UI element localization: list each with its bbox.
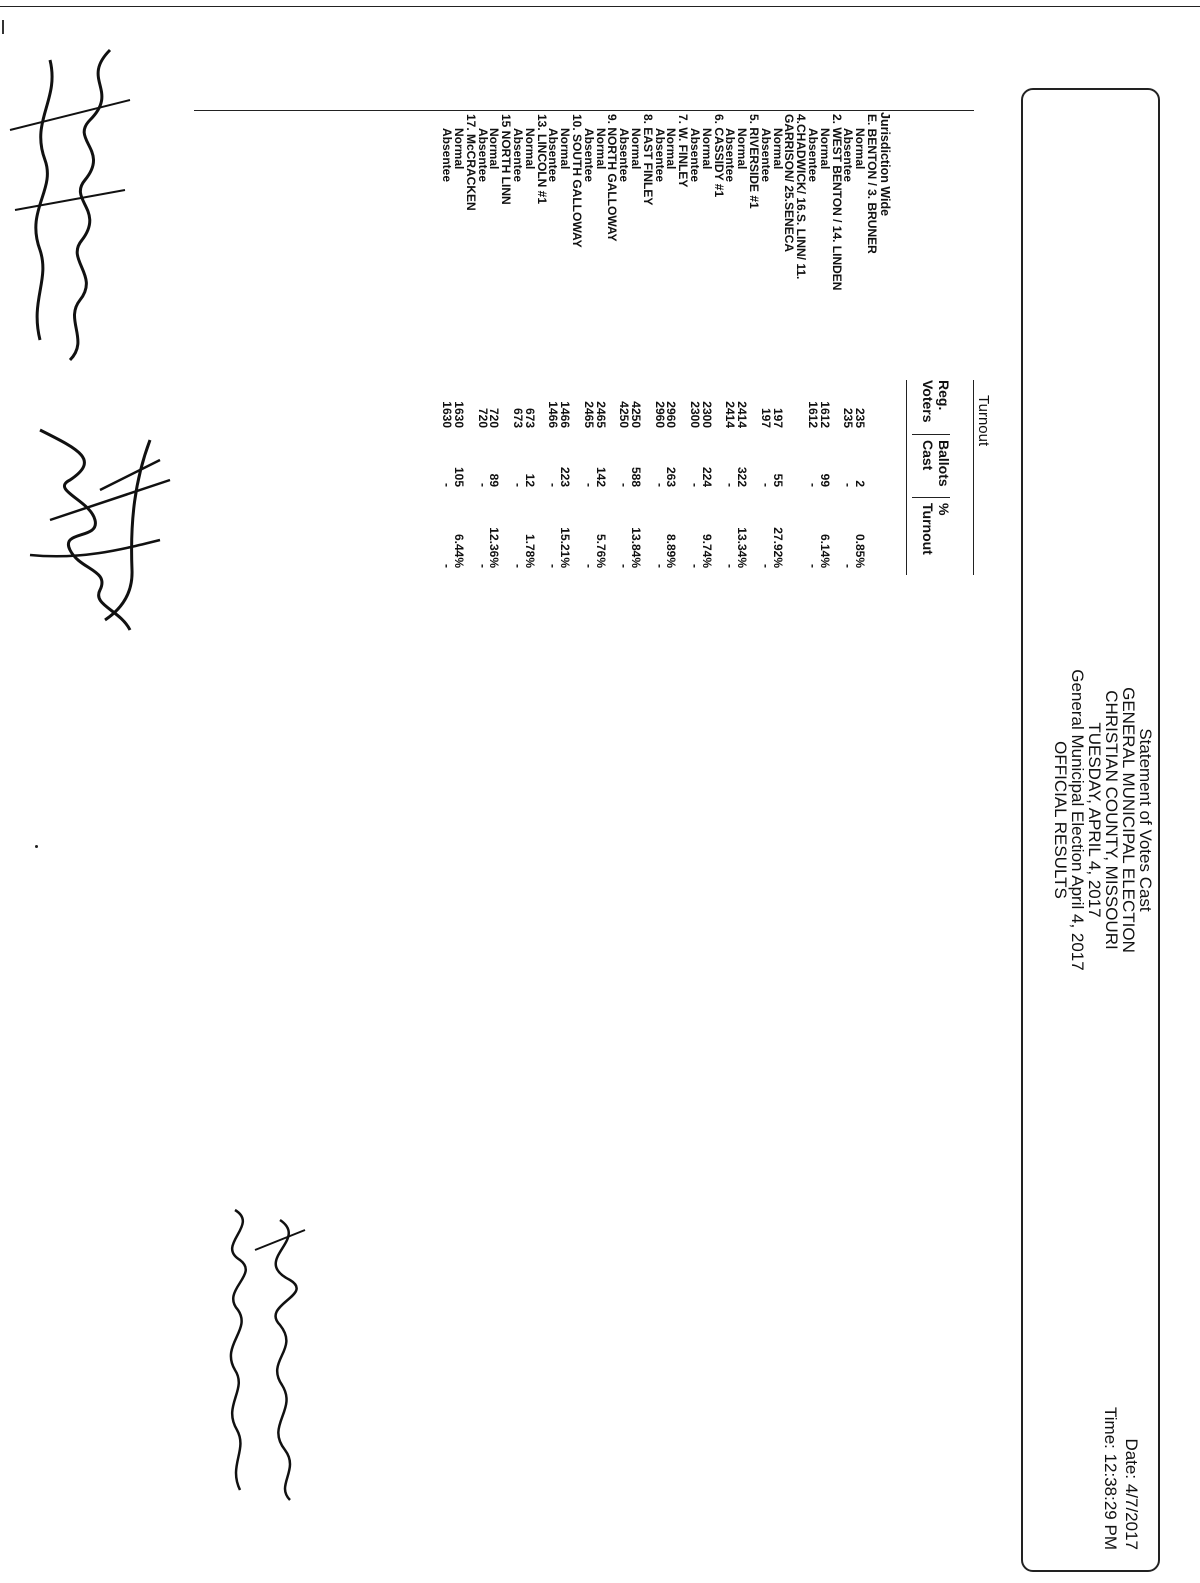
table-top-rule <box>973 380 974 575</box>
row-label: Normal <box>853 128 868 170</box>
cell-reg-voters: 235 <box>841 407 856 428</box>
cell-turnout-pct: 9.74% <box>699 533 714 568</box>
cell-reg-voters: 197 <box>770 407 785 428</box>
row-label: Normal <box>487 128 502 170</box>
cell-reg-voters: 235 <box>853 407 868 428</box>
cell-turnout-pct: 8.89% <box>664 533 679 568</box>
cell-ballots-cast: 12 <box>522 473 537 487</box>
cell-turnout-pct: - <box>511 564 525 568</box>
results-status: OFFICIAL RESULTS <box>1051 741 1070 899</box>
cell-reg-voters: 4250 <box>629 401 643 428</box>
table-row <box>772 0 784 600</box>
cell-ballots-cast: - <box>652 483 667 487</box>
row-label: 6. CASSIDY #1 <box>711 114 726 198</box>
table-row <box>583 0 595 600</box>
election-subtitle: General Municipal Election April 4, 2017 <box>1068 669 1087 971</box>
cell-reg-voters: 1630 <box>440 401 455 428</box>
row-label: 2. WEST BENTON / 14. LINDEN <box>829 114 844 291</box>
table-row <box>713 0 725 600</box>
row-label: Normal <box>629 128 643 170</box>
table-row <box>512 0 524 600</box>
cell-reg-voters: 2465 <box>593 401 608 428</box>
table-row <box>689 0 701 600</box>
cell-ballots-cast: 2 <box>853 480 868 487</box>
row-label: E. BENTON / 3. BRUNER <box>865 114 879 254</box>
table-row <box>748 0 760 600</box>
table-row <box>465 0 477 600</box>
row-label: 9. NORTH GALLOWAY <box>605 114 620 242</box>
report-title: Statement of Votes Cast <box>1136 728 1155 912</box>
row-label: 15 NORTH LINN <box>499 114 514 205</box>
table-row <box>701 0 713 600</box>
row-label: Absentee <box>546 128 561 183</box>
table-row <box>866 0 878 600</box>
row-label: Normal <box>522 128 537 170</box>
table-row <box>854 0 866 600</box>
row-label: Absentee <box>841 128 856 183</box>
row-label: Absentee <box>806 128 820 183</box>
cell-turnout-pct: - <box>475 564 490 568</box>
cell-ballots-cast: - <box>475 483 490 487</box>
cell-ballots-cast: 105 <box>452 466 466 487</box>
row-label: 7. W. FINLEY <box>676 114 691 188</box>
cell-ballots-cast: - <box>723 483 738 487</box>
cell-turnout-pct: - <box>723 564 738 568</box>
table-row <box>488 0 500 600</box>
column-header-turnout-pct: % Turnout <box>920 503 952 555</box>
cell-ballots-cast: 89 <box>487 473 502 487</box>
cell-reg-voters: 2414 <box>723 401 738 428</box>
table-row <box>724 0 736 600</box>
row-label: Normal <box>699 128 714 170</box>
cell-reg-voters: 720 <box>487 407 502 428</box>
row-label: Absentee <box>652 128 667 183</box>
row-label: Normal <box>452 128 466 170</box>
table-row <box>571 0 583 600</box>
cell-ballots-cast: - <box>841 483 856 487</box>
row-label: 17. McCRACKEN <box>463 114 478 211</box>
row-label: Normal <box>558 128 573 170</box>
signature-bottom <box>0 40 140 370</box>
table-row <box>642 0 654 600</box>
cell-ballots-cast: 224 <box>699 466 714 487</box>
cell-ballots-cast: - <box>546 483 561 487</box>
column-header-ballots-cast: Ballots Cast <box>920 440 952 487</box>
election-name: GENERAL MUNICIPAL ELECTION <box>1119 687 1138 953</box>
report-header <box>1052 540 1154 1100</box>
cell-ballots-cast: - <box>688 483 702 487</box>
row-label: Absentee <box>475 128 490 183</box>
column-header-reg-voters: Reg. Voters <box>920 380 952 423</box>
cell-ballots-cast: 588 <box>629 466 643 487</box>
table-row <box>595 0 607 600</box>
table-row <box>677 0 689 600</box>
cell-reg-voters: 197 <box>758 407 773 428</box>
row-label: Normal <box>593 128 608 170</box>
cell-turnout-pct: 15.21% <box>558 527 573 568</box>
cell-turnout-pct: 12.36% <box>487 527 502 568</box>
column-separator <box>912 497 950 498</box>
cell-reg-voters: 1612 <box>817 401 832 428</box>
table-row <box>524 0 536 600</box>
row-label: Normal <box>770 128 785 170</box>
cell-ballots-cast: 322 <box>735 466 750 487</box>
cell-ballots-cast: - <box>440 483 455 487</box>
cell-reg-voters: 2960 <box>652 401 667 428</box>
table-row <box>477 0 489 600</box>
cell-turnout-pct: - <box>758 564 773 568</box>
cell-reg-voters: 2300 <box>688 401 702 428</box>
cell-ballots-cast: - <box>617 483 632 487</box>
row-label: Absentee <box>723 128 738 183</box>
table-row <box>500 0 512 600</box>
cell-reg-voters: 4250 <box>617 401 632 428</box>
cell-turnout-pct: - <box>652 564 667 568</box>
row-label: Normal <box>664 128 679 170</box>
cell-ballots-cast: - <box>806 483 820 487</box>
table-row <box>807 0 819 600</box>
cell-ballots-cast: 223 <box>558 466 573 487</box>
cell-reg-voters: 2465 <box>581 401 596 428</box>
row-label: 4.CHADWICK/ 16.S. LINN/ 11. <box>794 114 809 280</box>
cell-reg-voters: 720 <box>475 407 490 428</box>
cell-turnout-pct: 6.14% <box>817 533 832 568</box>
cell-reg-voters: 1466 <box>558 401 573 428</box>
cell-turnout-pct: 6.44% <box>452 533 466 568</box>
row-label: 13. LINCOLN #1 <box>534 114 549 205</box>
cell-turnout-pct: - <box>546 564 561 568</box>
row-label: GARRISON/ 25.SENECA <box>782 114 797 253</box>
cell-reg-voters: 1630 <box>452 401 466 428</box>
cell-reg-voters: 673 <box>522 407 537 428</box>
table-header-rule <box>906 380 907 575</box>
column-separator <box>912 434 950 435</box>
table-row <box>547 0 559 600</box>
cell-reg-voters: 2414 <box>735 401 750 428</box>
table-row <box>536 0 548 600</box>
cell-reg-voters: 1612 <box>806 401 820 428</box>
row-label: 10. SOUTH GALLOWAY <box>570 114 584 248</box>
signature-left <box>10 420 190 650</box>
cell-reg-voters: 2960 <box>664 401 679 428</box>
cell-turnout-pct: - <box>440 564 455 568</box>
table-row <box>795 0 807 600</box>
row-label: Absentee <box>688 128 702 183</box>
county-name: CHRISTIAN COUNTY, MISSOURI <box>1102 690 1121 950</box>
scan-speck <box>35 845 38 848</box>
table-row <box>783 0 795 600</box>
signature-right-bottom <box>200 1200 270 1500</box>
table-row <box>831 0 843 600</box>
cell-ballots-cast: - <box>758 483 773 487</box>
cell-reg-voters: 2300 <box>699 401 714 428</box>
election-date: TUESDAY, APRIL 4, 2017 <box>1085 722 1104 918</box>
cell-reg-voters: 1466 <box>546 401 561 428</box>
cell-ballots-cast: - <box>581 483 596 487</box>
section-title-turnout: Turnout <box>975 395 992 447</box>
cell-ballots-cast: 142 <box>593 466 608 487</box>
cell-ballots-cast: 99 <box>817 473 832 487</box>
row-label: 8. EAST FINLEY <box>640 114 655 206</box>
table-row <box>606 0 618 600</box>
table-row <box>760 0 772 600</box>
cell-turnout-pct: - <box>581 564 596 568</box>
row-label: Absentee <box>440 128 455 183</box>
cell-turnout-pct: 0.85% <box>853 533 868 568</box>
cell-turnout-pct: - <box>617 564 632 568</box>
cell-turnout-pct: 13.34% <box>735 527 750 568</box>
cell-turnout-pct: 27.92% <box>770 527 785 568</box>
table-row <box>559 0 571 600</box>
cell-turnout-pct: - <box>841 564 856 568</box>
table-row <box>819 0 831 600</box>
jurisdiction-header: Jurisdiction Wide <box>878 112 892 217</box>
cell-turnout-pct: - <box>806 564 820 568</box>
cell-ballots-cast: 263 <box>664 466 679 487</box>
table-row <box>441 0 453 600</box>
row-label: Absentee <box>511 128 525 183</box>
table-row <box>654 0 666 600</box>
report-time: Time: 12:38:29 PM <box>1101 1407 1120 1550</box>
cell-ballots-cast: - <box>511 483 525 487</box>
row-label: Normal <box>817 128 832 170</box>
table-row <box>630 0 642 600</box>
table-row <box>618 0 630 600</box>
table-row <box>665 0 677 600</box>
row-label: Absentee <box>581 128 596 183</box>
row-label: Normal <box>735 128 750 170</box>
cell-turnout-pct: - <box>688 564 702 568</box>
row-label: Absentee <box>758 128 773 183</box>
row-label: 5. RIVERSIDE #1 <box>747 114 761 209</box>
table-row <box>453 0 465 600</box>
report-timestamp <box>1100 1280 1142 1550</box>
cell-turnout-pct: 13.84% <box>629 527 643 568</box>
cell-turnout-pct: 1.78% <box>522 533 537 568</box>
row-label: Absentee <box>617 128 632 183</box>
cell-reg-voters: 673 <box>511 407 525 428</box>
cell-ballots-cast: 55 <box>770 473 785 487</box>
cell-turnout-pct: 5.76% <box>593 533 608 568</box>
table-row <box>842 0 854 600</box>
report-date: Date: 4/7/2017 <box>1122 1438 1141 1550</box>
table-row <box>736 0 748 600</box>
